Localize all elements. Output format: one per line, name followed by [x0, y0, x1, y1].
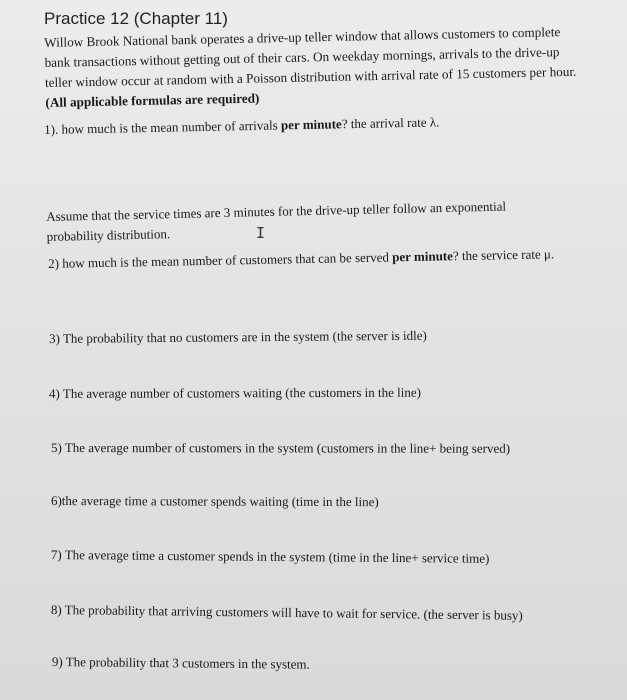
- question-3: 3) The probability that no customers are in the system (the server is idle): [49, 327, 427, 346]
- question-6: 6)the average time a customer spends waiting (time in the line): [50, 493, 379, 510]
- question-2: [48, 244, 578, 273]
- question-2-emphasis: per minute: [392, 248, 454, 265]
- question-2-rate: ? the service rate μ.: [452, 246, 555, 264]
- question-8: 8) The probability that arriving customers will have to wait for service. (the server is busy): [50, 601, 523, 623]
- question-1: [44, 112, 440, 139]
- problem-intro: [44, 22, 586, 113]
- question-5: 5) The average number of customers in the system (customers in the line+ being served): [50, 440, 511, 456]
- text-cursor-icon: I: [256, 224, 266, 242]
- question-7: 7) The average time a customer spends in the system (time in the line+ service time): [50, 546, 490, 566]
- question-4: 4) The average number of customers waiting (the customers in the line): [49, 384, 422, 401]
- question-9: 9) The probability that 3 customers in the system.: [51, 653, 310, 672]
- question-1-rate: ? the arrival rate λ.: [341, 114, 440, 132]
- question-2-text: 2) how much is the mean number of customers that can be served: [48, 249, 393, 271]
- intro-text: Willow Brook National bank operates a drive-up teller window that allows customers to complete bank transactions without getting out of their cars. On weekday mornings, arrivals to the drive-up teller window occur at random with a Poisson distribution with arrival rate of 15 customers per hour.: [44, 24, 577, 90]
- question-1-emphasis: per minute: [280, 116, 342, 133]
- question-1-text: 1). how much is the mean number of arrivals: [44, 117, 282, 137]
- intro-formulas-note: (All applicable formulas are required): [45, 90, 260, 110]
- service-time-assumption: Assume that the service times are 3 minutes for the drive-up teller follow an exponential probability distribution.: [46, 198, 507, 244]
- page-title: Practice 12 (Chapter 11): [44, 9, 228, 28]
